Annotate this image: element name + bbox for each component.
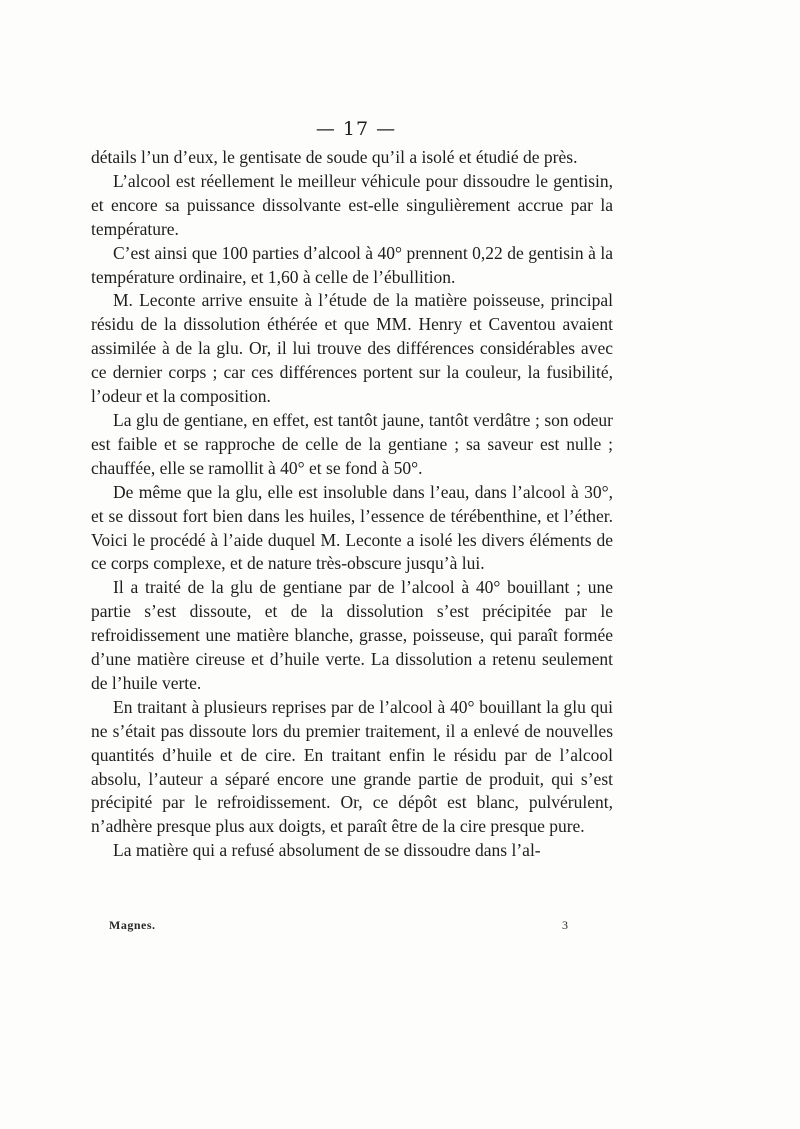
paragraph-7: Il a traité de la glu de gentiane par de l’alcool à 40° bouillant ; une partie s’est dissoute, et de la dissolution s’est précipitée par le refroidissement une matière blanche, grasse, poisseuse, qui paraît formée d’une matière cireuse et d’huile verte. La dissolution a retenu seulement de l’huile verte. [91,577,613,693]
paragraph-1: détails l’un d’eux, le gentisate de soude qu’il a isolé et étudié de près. [91,147,578,167]
page-number: — 17 — [315,118,397,140]
paragraph-2: L’alcool est réellement le meilleur véhicule pour dissoudre le gentisin, et encore sa puissance dissolvante est-elle singulièrement accrue par la température. [91,170,613,239]
paragraph-4: M. Leconte arrive ensuite à l’étude de la matière poisseuse, principal résidu de la dissolution éthérée et que MM. Henry et Caventou avaient assimilée à de la glu. Or, il lui trouve des différences considérables avec ce dernier corps ; car ces différences portent sur la couleur, la fusibilité, l’odeur et la composition. [91,290,613,407]
paragraph-5: La glu de gentiane, en effet, est tantôt jaune, tantôt verdâtre ; son odeur est faible et se rapproche de celle de la gentiane ; sa saveur est nulle ; chauffée, elle se ramollit à 40° et se fond à 50°. [91,409,613,478]
signature-mark: Magnes. [109,918,156,932]
paragraph-9: La matière qui a refusé absolument de se dissoudre dans l’al- [113,840,541,861]
paragraph-3: C’est ainsi que 100 parties d’alcool à 40° prennent 0,22 de gentisin à la température ordinaire, et 1,60 à celle de l’ébullition. [91,242,613,287]
paragraph-6: De même que la glu, elle est insoluble dans l’eau, dans l’alcool à 30°, et se dissout fort bien dans les huiles, l’essence de térébenthine, et l’éther. Voici le procédé à l’aide duquel M. Leconte a isolé les divers éléments de ce corps complexe, et de nature très-obscure jusqu’à lui. [91,481,613,574]
paragraph-8: En traitant à plusieurs reprises par de l’alcool à 40° bouillant la glu qui ne s’était pas dissoute lors du premier traitement, il a enlevé de nouvelles quantités d’huile et de cire. En traitant enfin le résidu par de l’alcool absolu, l’auteur a séparé encore une grande partie de produit, qui s’est précipité par le refroidissement. Or, ce dépôt est blanc, pulvérulent, n’adhère presque plus aux doigts, et paraît être de la cire presque pure. [91,696,613,837]
signature-number: 3 [562,918,568,932]
body-text [91,146,613,863]
